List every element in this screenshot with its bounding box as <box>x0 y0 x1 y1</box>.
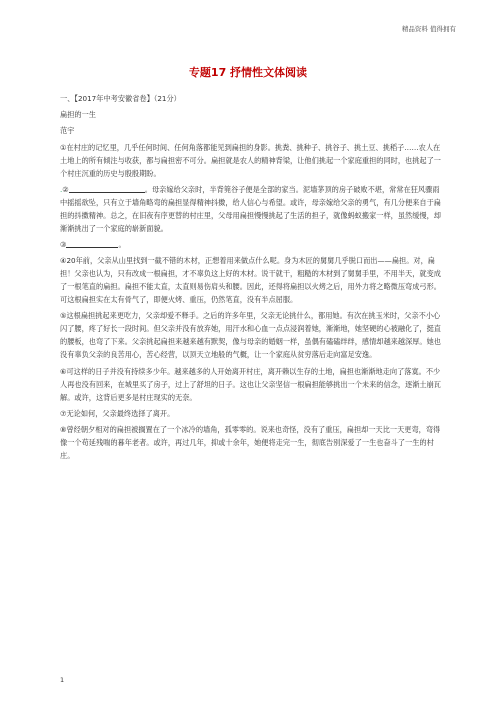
paragraph-4: ④20年前，父亲从山里找到一截不错的木材，正想着用来做点什么呢。身为木匠的舅舅几乎脱口而出——扁担。对，扁担！父亲也认为，只有改成一根扁担，才不辜负这上好的木材。说干就干，粗糙的木材到了舅舅手里，不用半天，就变成了一根笔直的扁担。扁担不能太直，太直则易伤肩头和腰。因此，还得将扁担以火烤之后，用外力将之略微压弯成弓形。可这根扁担实在太有骨气了，即便火烤、重压，仍然笔直，没有半点屈服。 <box>60 256 441 305</box>
paragraph-3-end: 。 <box>118 239 126 249</box>
page-title: 专题17 抒情性文体阅读 <box>188 66 308 79</box>
paragraph-2 <box>60 183 446 235</box>
article-author: 范宇 <box>60 126 75 136</box>
paragraph-6: ⑥可这样的日子并没有持续多少年。越来越多的人开始离开村庄，离开赖以生存的土地，扁担也渐渐地走向了落寞。不少人再也没有回来，在城里买了房子，过上了舒坦的日子。这也让父亲坚信一根扁担能够挑出一个未来的信念，逐渐土崩瓦解。或许，这背后更多是村庄现实的无奈。 <box>60 366 441 402</box>
paragraph-marker: . <box>60 184 63 194</box>
article-title: 扁担的一生 <box>60 110 96 120</box>
question-heading: 一、【2017年中考安徽省卷】（21分） <box>60 94 181 103</box>
fill-blank-2 <box>66 239 118 248</box>
header-label: 精品资料 值得拥有 <box>401 25 456 33</box>
fill-blank-1 <box>69 184 145 193</box>
paragraph-2-text: 。母亲嫁给父亲时，半背篼谷子便是全部的家当。泥墙茅顶的房子破败不堪，常常在狂风骤雨中摇摇欲坠，只有立于墙角略弯的扁担显得精神抖擞，给人信心与希望。或许，母亲嫁给父亲的勇气，有几分便来自于扁担的抖擞精神。总之，在旧夜有序更替的村庄里，父母用扁担慢慢挑起了生活的担子，就像蚂蚁搬家一样，虽然缓慢，却渐渐挑出了一个家庭的崭新面貌。 <box>60 184 441 233</box>
page-number: 1 <box>60 676 65 684</box>
paragraph-2-number: ② <box>62 184 69 194</box>
paragraph-3-number: ③ <box>60 239 67 249</box>
paragraph-5: ⑤这根扁担挑起来更吃力，父亲却爱不释手。之后的许多年里，父亲无论挑什么，都用她。有次在挑玉米时，父亲不小心闪了腰，疼了好长一段时间。但父亲并没有放弃她，用汗水和心血一点点浸润着她，渐渐地，她坚硬的心被融化了，挺直的腰板，也弯了下来。父亲挑起扁担来越来越有默契，像与母亲的婚姻一样，虽偶有磕磕绊绊，感情却越来越深厚。她也没有辜负父亲的良苦用心，苦心经营，以顶天立地般的气概，让一个家庭从贫穷落后走向富足安逸。 <box>60 311 441 360</box>
paragraph-3 <box>60 238 446 251</box>
paragraph-7: ⑦无论如何，父亲最终选择了离开。 <box>60 408 175 418</box>
paragraph-8: ⑧曾经朝夕相对的扁担被搁置在了一个冰冷的墙角，孤零零的。说来也奇怪，没有了重压，扁担却一天比一天更弯，弯得像一个苟延残喘的暮年老者。或许，再过几年，抑或十余年，她便将走完一生，彻底告别深爱了一生也奋斗了一生的村庄。 <box>60 424 441 460</box>
paragraph-1: ①在村庄的记忆里，几乎任何时间、任何角落都能见到扁担的身影。挑粪、挑种子、挑谷子、挑土豆、挑稻子……农人在土地上的所有倾注与收获，都与扁担密不可分。扁担就是农人的精神背梁，让他们挑起一个家庭重担的同时，也挑起了一个村庄沉重的历史与殷殷期盼。 <box>60 142 441 178</box>
document-body <box>60 92 446 465</box>
